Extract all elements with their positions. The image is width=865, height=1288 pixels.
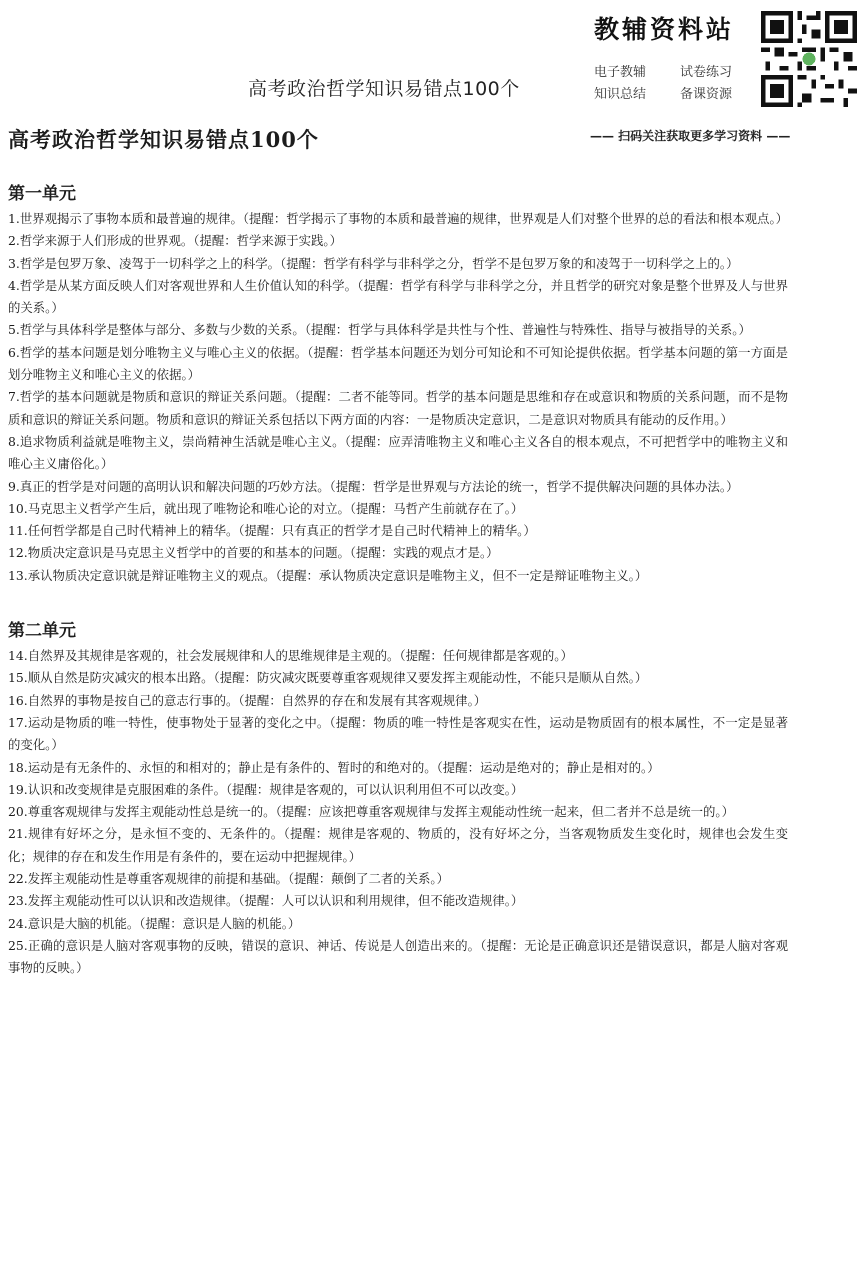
link-e-books: 电子教辅: [594, 65, 647, 80]
list-item: 11.任何哲学都是自己时代精神上的精华。（提醒：只有真正的哲学才是自己时代精神上的精华。）: [8, 523, 536, 539]
link-teaching-resources: 备课资源: [680, 87, 733, 102]
list-item: 4.哲学是从某方面反映人们对客观世界和人生价值认知的科学。（提醒：哲学有科学与非科学之分，并且哲学的研究对象是整个世界及人与世界的关系。）: [8, 277, 788, 316]
list-item: 17.运动是物质的唯一特性，使事物处于显著的变化之中。（提醒：物质的唯一特性是客观实在性，运动是物质固有的根本属性，不一定是显著的变化。）: [8, 714, 788, 753]
list-item: 10.马克思主义哲学产生后，就出现了唯物论和唯心论的对立。（提醒：马哲产生前就存在了。）: [8, 500, 524, 516]
unit-1-list: [8, 208, 788, 587]
list-item: 22.发挥主观能动性是尊重客观规律的前提和基础。（提醒：颠倒了二者的关系。）: [8, 871, 449, 887]
scan-note: —— 扫码关注获取更多学习资料 ——: [590, 129, 791, 143]
list-item: 21.规律有好坏之分，是永恒不变的、无条件的。（提醒：规律是客观的、物质的，没有好坏之分，当客观物质发生变化时，规律也会发生变化；规律的存在和发生作用是有条件的，要在运动中把握规律。）: [8, 826, 788, 864]
qr-code-icon: [761, 10, 857, 108]
list-item: 23.发挥主观能动性可以认识和改造规律。（提醒：人可以认识和利用规律，但不能改造规律。）: [8, 893, 524, 909]
list-item: 13.承认物质决定意识就是辩证唯物主义的观点。（提醒：承认物质决定意识是唯物主义，但不一定是辩证唯物主义。）: [8, 567, 648, 583]
link-exercises: 试卷练习: [680, 65, 733, 80]
page-title: 高考政治哲学知识易错点100个: [8, 127, 319, 152]
page-header: [0, 0, 865, 120]
unit-2-heading: 第二单元: [8, 621, 76, 642]
list-item: 8.追求物质利益就是唯物主义，崇尚精神生活就是唯心主义。（提醒：应弄清唯物主义和唯心主义各自的根本观点，不可把哲学中的唯物主义和唯心主义庸俗化。）: [8, 433, 788, 472]
brand-links: [594, 62, 766, 106]
list-item: 9.真正的哲学是对问题的高明认识和解决问题的巧妙方法。（提醒：哲学是世界观与方法论的统一，哲学不提供解决问题的具体办法。）: [8, 478, 739, 494]
list-item: 1.世界观揭示了事物本质和最普遍的规律。（提醒：哲学揭示了事物的本质和最普遍的规律，世界观是人们对整个世界的总的看法和根本观点。）: [8, 211, 789, 226]
list-item: 12.物质决定意识是马克思主义哲学中的首要的和基本的问题。（提醒：实践的观点才是。）: [8, 545, 499, 561]
list-item: 20.尊重客观规律与发挥主观能动性总是统一的。（提醒：应该把尊重客观规律与发挥主观能动性统一起来，但二者并不总是统一的。）: [8, 804, 734, 820]
unit-1-heading: 第一单元: [8, 184, 76, 204]
list-item: 25.正确的意识是人脑对客观事物的反映，错误的意识、神话、传说是人创造出来的。（提醒：无论是正确意识还是错误意识，都是人脑对客观事物的反映。）: [8, 937, 788, 976]
list-item: 19.认识和改变规律是克服困难的条件。（提醒：规律是客观的，可以认识利用但不可以改变。）: [8, 781, 524, 797]
list-item: 15.顺从自然是防灾减灾的根本出路。（提醒：防灾减灾既要尊重客观规律又要发挥主观能动性，不能只是顺从自然。）: [8, 670, 648, 686]
document-body: [8, 180, 788, 980]
list-item: 14.自然界及其规律是客观的，社会发展规律和人的思维规律是主观的。（提醒：任何规律都是客观的。）: [8, 648, 573, 664]
link-knowledge-summary: 知识总结: [594, 87, 647, 102]
list-item: 24.意识是大脑的机能。（提醒：意识是人脑的机能。）: [8, 915, 301, 931]
header-doc-title: 高考政治哲学知识易错点100个: [248, 78, 520, 100]
list-item: 7.哲学的基本问题就是物质和意识的辩证关系问题。（提醒：二者不能等同。哲学的基本问题是思维和存在或意识和物质的关系问题，而不是物质和意识的辩证关系问题。物质和意识的辩证关系包括以下两方面的内容：一是物质决定意识，二是意识对物质具有能动的反作用。）: [8, 389, 788, 427]
list-item: 3.哲学是包罗万象、凌驾于一切科学之上的科学。（提醒：哲学有科学与非科学之分，哲学不是包罗万象的和凌驾于一切科学之上的。）: [8, 255, 739, 271]
unit-2-list: [8, 645, 788, 979]
list-item: 6.哲学的基本问题是划分唯物主义与唯心主义的依据。（提醒：哲学基本问题还为划分可知论和不可知论提供依据。哲学基本问题的第一方面是划分唯物主义和唯心主义的依据。）: [8, 344, 788, 383]
list-item: 18.运动是有无条件的、永恒的和相对的；静止是有条件的、暂时的和绝对的。（提醒：运动是绝对的；静止是相对的。）: [8, 759, 660, 775]
brand-name: 教辅资料站: [594, 15, 735, 44]
list-item: 5.哲学与具体科学是整体与部分、多数与少数的关系。（提醒：哲学与具体科学是共性与个性、普遍性与特殊性、指导与被指导的关系。）: [8, 322, 751, 338]
list-item: 2.哲学来源于人们形成的世界观。（提醒：哲学来源于实践。）: [8, 233, 342, 249]
list-item: 16.自然界的事物是按自己的意志行事的。（提醒：自然界的存在和发展有其客观规律。）: [8, 692, 487, 708]
